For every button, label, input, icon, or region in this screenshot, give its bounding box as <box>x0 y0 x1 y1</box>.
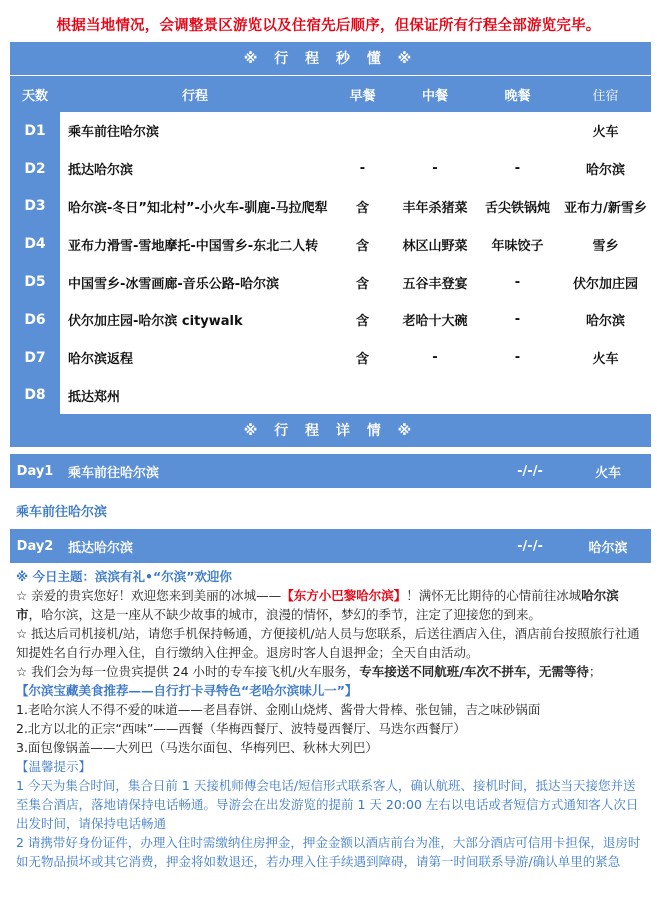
row-breakfast: 含 <box>355 314 369 330</box>
row-breakfast: 含 <box>355 352 369 368</box>
intro-text-c: ，哈尔滨，这是一座从不缺少故事的城市，浪漫的情怀，梦幻的季节，注定了迎接您的到来。 <box>28 607 542 622</box>
overview-table <box>10 42 651 448</box>
day1-subtitle: 乘车前往哈尔滨 <box>16 505 108 520</box>
intro-text-b: ！满怀无比期待的心情前往冰城 <box>406 588 582 603</box>
transfer-text-b: ； <box>588 664 602 679</box>
table-row <box>10 150 651 188</box>
day2-stay: 哈尔滨 <box>588 540 628 556</box>
row-breakfast: - <box>359 161 366 177</box>
row-stay: 雪乡 <box>592 238 619 254</box>
row-itinerary: 伏尔加庄园-哈尔滨 citywalk <box>68 314 243 330</box>
header-itinerary: 行程 <box>181 88 208 104</box>
row-itinerary: 抵达哈尔滨 <box>68 163 134 179</box>
row-stay: 伏尔加庄园 <box>572 276 638 292</box>
row-dinner: 年味饺子 <box>491 238 544 254</box>
row-itinerary: 哈尔滨返程 <box>68 352 134 368</box>
header-day: 天数 <box>21 88 48 104</box>
row-stay: 哈尔滨 <box>585 163 625 179</box>
overview-header-row <box>10 76 651 112</box>
day1-meals: -/-/- <box>517 463 543 479</box>
intro-text-a: ☆ 亲爱的贵宾您好！欢迎您来到美丽的冰城—— <box>16 588 282 603</box>
row-itinerary: 亚布力滑雪-雪地摩托-中国雪乡-东北二人转 <box>68 238 319 254</box>
header-lunch: 中餐 <box>421 88 448 104</box>
row-dinner: - <box>514 350 521 366</box>
table-row <box>10 188 651 226</box>
row-dinner: - <box>514 312 521 328</box>
header-stay: 住宿 <box>592 88 619 104</box>
row-day: D4 <box>10 225 60 263</box>
transfer-text-a: ☆ 我们会为每一位贵宾提供 24 小时的专车接飞机/火车服务， <box>16 664 360 679</box>
row-day: D3 <box>10 188 60 226</box>
row-breakfast: 含 <box>355 238 369 254</box>
row-dinner: 舌尖铁锅炖 <box>484 200 550 216</box>
header-breakfast: 早餐 <box>349 88 376 104</box>
row-itinerary: 哈尔滨-冬日”知北村”-小火车-驯鹿-马拉爬犁 <box>68 200 328 216</box>
row-dinner: - <box>514 274 521 290</box>
table-row <box>10 225 651 263</box>
row-itinerary: 中国雪乡-冰雪画廊-音乐公路-哈尔滨 <box>68 276 280 292</box>
food-item: 1.老哈尔滨人不得不爱的味道——老昌春饼、金刚山烧烤、酱骨大骨棒、张包铺，吉之味砂锅面 <box>16 702 541 717</box>
notice-banner: 根据当地情况，会调整景区游览以及住宿先后顺序，但保证所有行程全部游览完毕。 <box>56 18 601 34</box>
intro-paragraph <box>16 586 641 624</box>
transfer-paragraph <box>16 662 641 681</box>
row-itinerary: 乘车前往哈尔滨 <box>68 125 160 141</box>
row-lunch: 五谷丰登宴 <box>402 276 468 292</box>
food-item: 3.面包像锅盖——大列巴（马迭尔面包、华梅列巴、秋林大列巴） <box>16 740 378 755</box>
table-row <box>10 301 651 339</box>
row-day: D1 <box>10 112 60 150</box>
intro-city: 哈尔滨市 <box>16 588 619 622</box>
details-title: ※ 行 程 详 情 ※ <box>10 414 651 448</box>
row-stay: 哈尔滨 <box>585 314 625 330</box>
day2-header <box>10 529 651 563</box>
day1-label: Day1 <box>16 463 54 479</box>
row-breakfast: 含 <box>355 200 369 216</box>
tip-item: 1 今天为集合时间，集合日前 1 天接机师傅会电话/短信形式联系客人，确认航班、接机时间，抵达当天接您并送至集合酒店，落地请保持电话畅通。导游会在出发游览的提前 1 天 20:00 左右以电话或者短信方式通知客人次日出发时间，请保持电话畅通 <box>16 778 639 831</box>
row-itinerary: 抵达郑州 <box>68 389 121 405</box>
intro-highlight: 【东方小巴黎哈尔滨】 <box>281 588 407 603</box>
row-lunch: 林区山野菜 <box>402 238 468 254</box>
row-stay: 火车 <box>592 352 619 368</box>
overview-title: ※ 行 程 秒 懂 ※ <box>10 42 651 76</box>
row-stay: 火车 <box>592 125 619 141</box>
row-lunch: 丰年杀猪菜 <box>402 200 468 216</box>
day2-detail <box>16 567 641 871</box>
row-dinner: - <box>514 161 521 177</box>
transfer-bold: 专车接送不同航班/车次不拼车，无需等待 <box>359 664 589 679</box>
row-day: D5 <box>10 263 60 301</box>
table-row <box>10 112 651 150</box>
table-row <box>10 263 651 301</box>
row-day: D2 <box>10 150 60 188</box>
day1-title: 乘车前往哈尔滨 <box>68 465 160 481</box>
row-lunch: 老哈十大碗 <box>402 314 468 330</box>
theme-line: ※ 今日主题：滨滨有礼•“尔滨”欢迎你 <box>16 569 232 584</box>
row-day: D8 <box>10 377 60 415</box>
day1-header <box>10 454 651 488</box>
header-dinner: 晚餐 <box>504 88 531 104</box>
table-row <box>10 377 651 415</box>
row-lunch: - <box>432 161 438 177</box>
tip-item: 2 请携带好身份证件，办理入住时需缴纳住房押金，押金金额以酒店前台为准，大部分酒店可信用卡担保，退房时如无物品损坏或其它消费，押金将如数退还，若办理入住手续遇到障碍，请第一时间联系导游/确认单里的紧急 <box>16 835 641 869</box>
day2-label: Day2 <box>16 538 54 554</box>
row-day: D7 <box>10 339 60 377</box>
food-title: 【尔滨宝藏美食推荐——自行打卡寻特色“老哈尔滨味儿一”】 <box>16 683 358 698</box>
row-breakfast: 含 <box>355 276 369 292</box>
arrival-paragraph: ☆ 抵达后司机接机/站，请您手机保持畅通，方便接机/站人员与您联系，后送往酒店入住，酒店前台按照旅行社通知提姓名自行办理入住，自行缴纳入住押金。退房时客人自退押金；全天自由活动。 <box>16 626 640 660</box>
row-day: D6 <box>10 301 60 339</box>
table-row <box>10 339 651 377</box>
day1-stay: 火车 <box>594 465 621 481</box>
tips-title: 【温馨提示】 <box>16 759 92 774</box>
row-lunch: - <box>432 350 438 366</box>
day2-title: 抵达哈尔滨 <box>68 540 134 556</box>
food-item: 2.北方以北的正宗“西味”——西餐（华梅西餐厅、波特曼西餐厅、马迭尔西餐厅） <box>16 721 466 736</box>
row-stay: 亚布力/新雪乡 <box>564 200 647 216</box>
day2-meals: -/-/- <box>517 538 543 554</box>
